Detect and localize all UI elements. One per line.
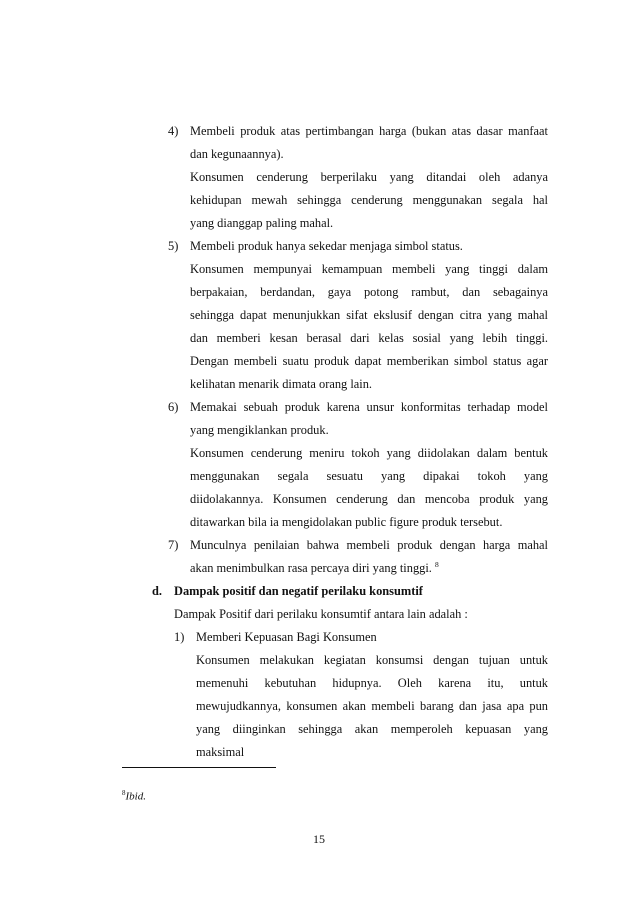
list-item-text [190, 560, 439, 576]
list-number: 5) [168, 239, 179, 253]
list-item-text: Munculnya penilaian bahwa membeli produk dengan harga mahal [190, 538, 548, 552]
footnote [122, 786, 146, 804]
footnote-reference: 8 [435, 559, 439, 569]
paragraph-line: Konsumen mempunyai kemampuan membeli yang tinggi dalam [190, 262, 548, 276]
list-number: 7) [168, 538, 179, 552]
section-heading: Dampak positif dan negatif perilaku konsumtif [174, 584, 423, 598]
list-item-text: dan kegunaannya). [190, 147, 284, 161]
paragraph-line: sehingga dapat menunjukkan sifat ekslusif dengan citra yang mahal [190, 308, 548, 322]
section-label: d. [152, 584, 162, 598]
paragraph-line: Dengan membeli suatu produk dapat memberikan simbol status agar [190, 354, 548, 368]
paragraph-line: memenuhi kebutuhan hidupnya. Oleh karena itu, untuk [196, 676, 548, 690]
list-item-text: Membeli produk hanya sekedar menjaga simbol status. [190, 239, 463, 253]
footnote-divider [122, 767, 276, 768]
list-number: 4) [168, 124, 179, 138]
list-item-text: Memakai sebuah produk karena unsur konformitas terhadap model [190, 400, 548, 414]
list-item-text: yang mengiklankan produk. [190, 423, 329, 437]
paragraph-line: kelihatan menarik dimata orang lain. [190, 377, 373, 391]
list-number: 1) [174, 630, 185, 644]
section-intro: Dampak Positif dari perilaku konsumtif antara lain adalah : [174, 607, 468, 621]
subsection-heading: Memberi Kepuasan Bagi Konsumen [196, 630, 377, 644]
paragraph-line: mewujudkannya, konsumen akan membeli barang dan jasa apa pun [196, 699, 548, 713]
paragraph-line: maksimal [196, 745, 245, 759]
paragraph-line: menggunakan segala sesuatu yang dipakai tokoh yang [190, 469, 548, 483]
paragraph-line: kehidupan mewah sehingga cenderung menggunakan segala hal [190, 193, 548, 207]
footnote-mark: 8 [122, 789, 126, 797]
paragraph-line: Konsumen cenderung meniru tokoh yang diidolakan dalam bentuk [190, 446, 548, 460]
list-number: 6) [168, 400, 179, 414]
paragraph-line: Konsumen melakukan kegiatan konsumsi dengan tujuan untuk [196, 653, 548, 667]
paragraph-line: diidolakannya. Konsumen cenderung dan mencoba produk yang [190, 492, 548, 506]
paragraph-line: Konsumen cenderung berperilaku yang ditandai oleh adanya [190, 170, 548, 184]
page-number: 15 [313, 832, 325, 846]
paragraph-line: dan memberi kesan berasal dari kelas sosial yang lebih tinggi. [190, 331, 548, 345]
paragraph-line: yang diinginkan sehingga akan memperoleh kepuasan yang [196, 722, 548, 736]
paragraph-line: berpakaian, berdandan, gaya potong rambut, dan sebagainya [190, 285, 548, 299]
paragraph-line: yang dianggap paling mahal. [190, 216, 334, 230]
paragraph-line: ditawarkan bila ia mengidolakan public figure produk tersebut. [190, 515, 503, 529]
footnote-text: Ibid. [125, 790, 146, 803]
list-item-text-content: akan menimbulkan rasa percaya diri yang tinggi. [190, 561, 432, 575]
list-item-text: Membeli produk atas pertimbangan harga (bukan atas dasar manfaat [190, 124, 548, 138]
